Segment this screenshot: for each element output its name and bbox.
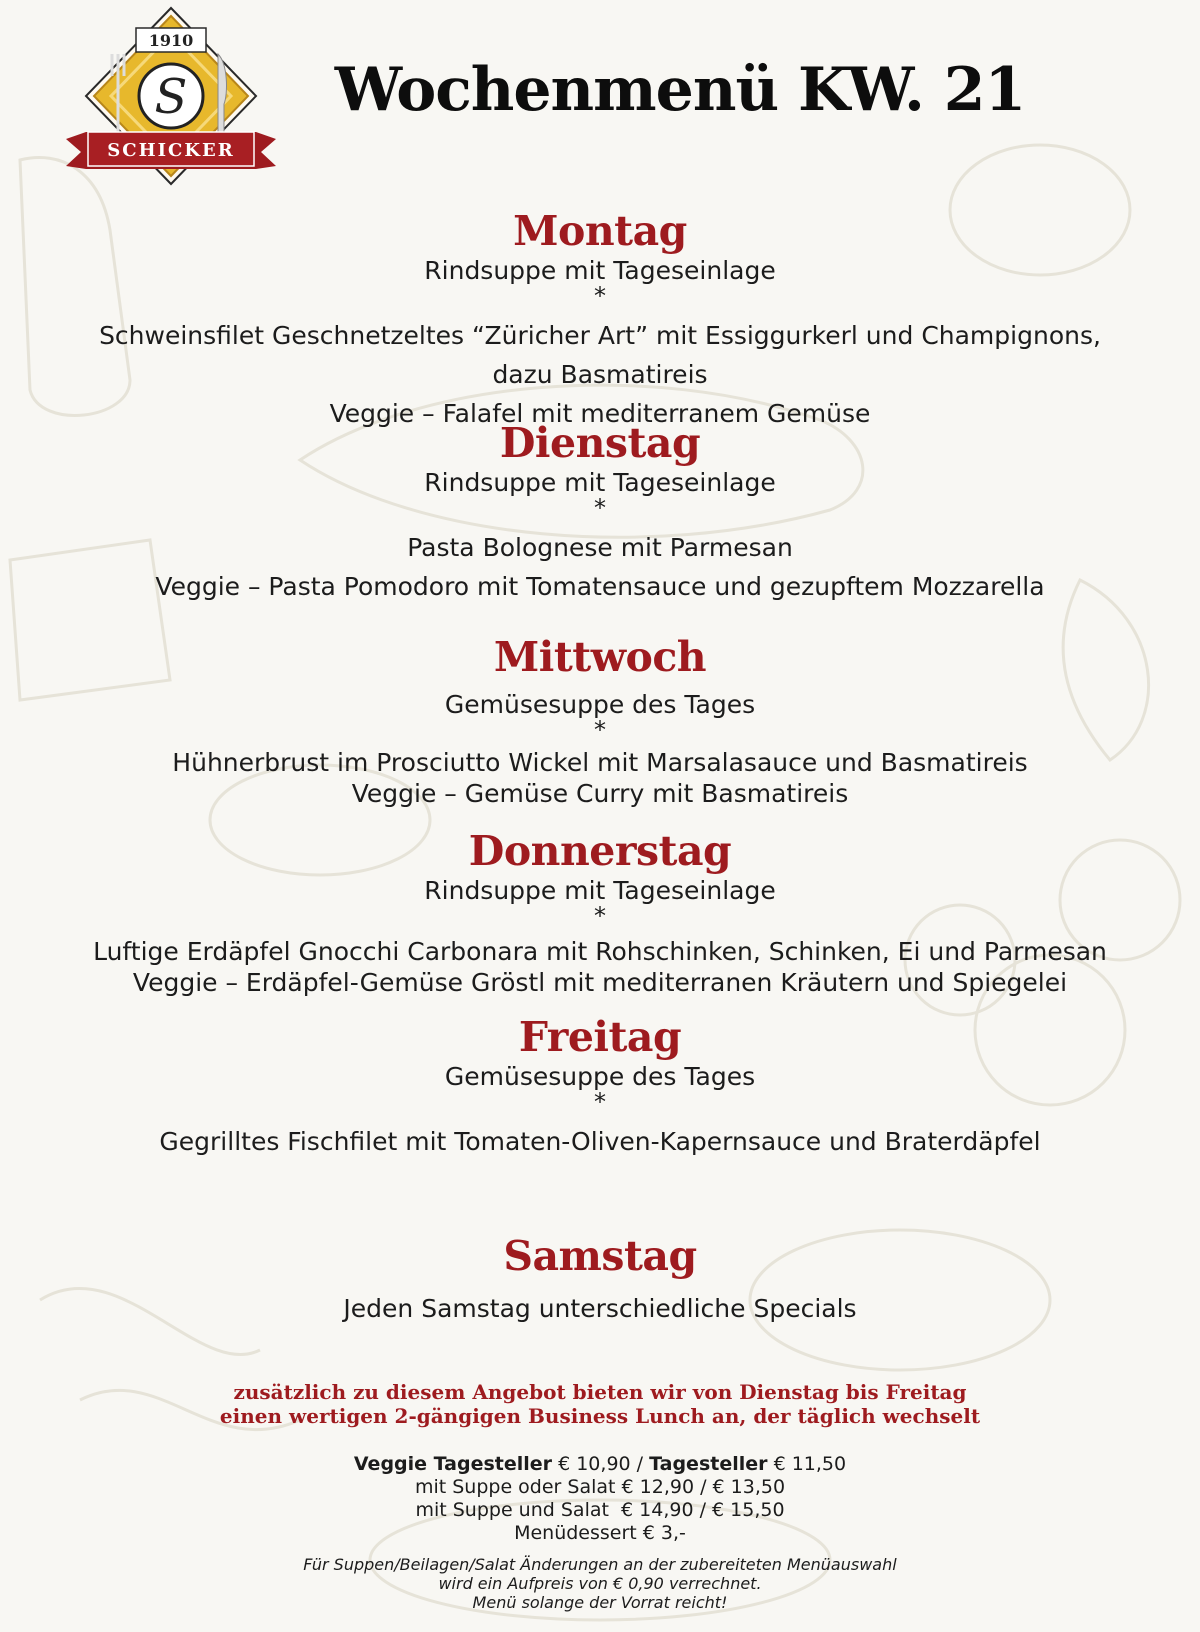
soup-line: Rindsuppe mit Tageseinlage — [424, 256, 776, 285]
day-section-montag — [0, 206, 1200, 433]
business-lunch-line: einen wertigen 2-gängigen Business Lunch an, der täglich wechselt — [219, 1404, 981, 1428]
price-line-dessert: Menüdessert € 3,- — [514, 1522, 686, 1544]
price-line-soup-or-salad: mit Suppe oder Salat € 12,90 / € 13,50 — [414, 1476, 786, 1498]
price-line-main — [0, 1453, 1200, 1476]
footnote-line: Menü solange der Vorrat reicht! — [472, 1593, 728, 1612]
veggie-line: Veggie – Falafel mit mediterranem Gemüse — [329, 399, 871, 428]
plate-price: € 11,50 — [773, 1453, 847, 1475]
soup-line: Gemüsesuppe des Tages — [444, 690, 756, 719]
day-heading: Donnerstag — [468, 827, 732, 875]
main-course-line: dazu Basmatireis — [492, 360, 708, 389]
veggie-line: Veggie – Gemüse Curry mit Basmatireis — [351, 779, 849, 808]
footnote-line: wird ein Aufpreis von € 0,90 verrechnet. — [438, 1574, 762, 1593]
separator-star: * — [594, 494, 606, 522]
logo-year: 1910 — [148, 31, 194, 50]
main-course-line: Pasta Bolognese mit Parmesan — [407, 533, 793, 562]
day-section-dienstag — [0, 418, 1200, 606]
day-section-samstag — [0, 1231, 1200, 1328]
soup-line: Rindsuppe mit Tageseinlage — [424, 876, 776, 905]
business-lunch-line: zusätzlich zu diesem Angebot bieten wir von Dienstag bis Freitag — [233, 1380, 967, 1404]
separator-star: * — [594, 1088, 606, 1116]
veggie-line: Veggie – Erdäpfel-Gemüse Gröstl mit mediterranen Kräutern und Spiegelei — [132, 968, 1068, 997]
veggie-plate-label: Veggie Tagesteller — [353, 1453, 553, 1475]
day-heading: Dienstag — [499, 419, 701, 467]
day-heading: Samstag — [503, 1232, 697, 1280]
footnote — [0, 1555, 1200, 1612]
veggie-line: Veggie – Pasta Pomodoro mit Tomatensauce und gezupftem Mozzarella — [155, 572, 1045, 601]
price-line-soup-and-salad: mit Suppe und Salat € 14,90 / € 15,50 — [415, 1499, 785, 1521]
main-course-line: Gegrilltes Fischfilet mit Tomaten-Oliven-Kapernsauce und Braterdäpfel — [159, 1127, 1041, 1156]
business-lunch-note — [0, 1380, 1200, 1428]
soup-line: Gemüsesuppe des Tages — [444, 1062, 756, 1091]
logo-monogram: S — [154, 69, 188, 125]
schicker-logo — [66, 4, 276, 194]
plate-label: Tagesteller — [649, 1453, 768, 1475]
day-section-mittwoch — [0, 632, 1200, 809]
separator-star: * — [594, 282, 606, 310]
main-course-line: Luftige Erdäpfel Gnocchi Carbonara mit Rohschinken, Schinken, Ei und Parmesan — [93, 937, 1107, 966]
price-list — [0, 1453, 1200, 1545]
soup-line: Rindsuppe mit Tageseinlage — [424, 468, 776, 497]
logo-name: SCHICKER — [107, 140, 235, 161]
separator-star: * — [594, 716, 606, 744]
day-section-donnerstag — [0, 826, 1200, 998]
day-section-freitag — [0, 1012, 1200, 1161]
day-heading: Montag — [513, 207, 687, 255]
price-separator: / — [636, 1453, 644, 1475]
separator-star: * — [594, 902, 606, 930]
veggie-plate-price: € 10,90 — [558, 1453, 631, 1475]
day-heading: Freitag — [518, 1013, 682, 1061]
page-title: Wochenmenü KW. 21 — [334, 55, 1026, 125]
main-course-line: Schweinsfilet Geschnetzeltes “Züricher Art” mit Essiggurkerl und Champignons, — [99, 321, 1101, 350]
main-course-line: Hühnerbrust im Prosciutto Wickel mit Marsalasauce und Basmatireis — [172, 748, 1028, 777]
day-heading: Mittwoch — [493, 633, 707, 681]
special-line: Jeden Samstag unterschiedliche Specials — [343, 1294, 857, 1323]
footnote-line: Für Suppen/Beilagen/Salat Änderungen an der zubereiteten Menüauswahl — [303, 1555, 897, 1574]
